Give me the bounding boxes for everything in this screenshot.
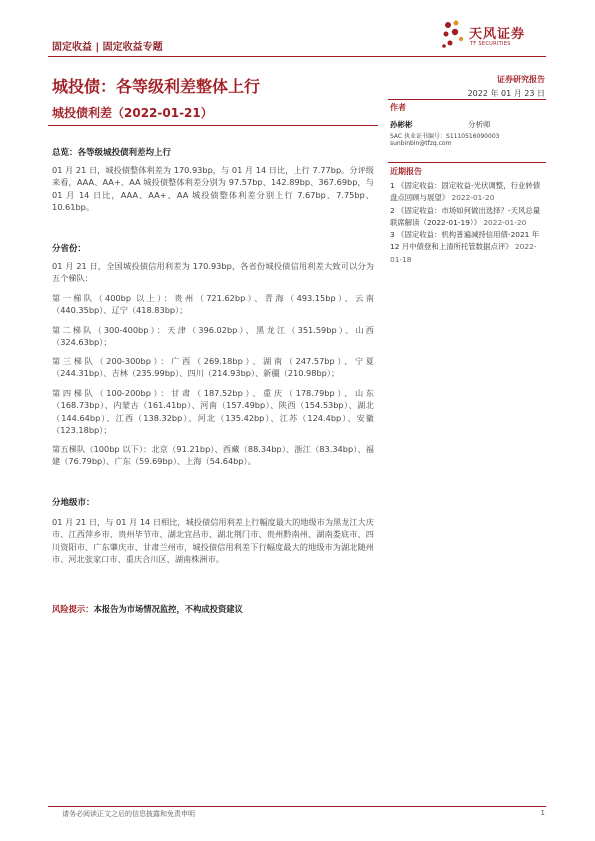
recent-report-date: 2022-01-18 bbox=[390, 242, 537, 264]
province-tier-3: 第三梯队（200-300bp）：广西（269.18bp）、湖南（247.57bp）、宁夏（244.31bp）、吉林（235.99bp）、四川（214.93bp）、新疆（210.98bp）； bbox=[52, 356, 374, 379]
logo-dot-7 bbox=[442, 44, 446, 48]
report-title: 城投债：各等级利差整体上行 bbox=[52, 77, 261, 96]
recent-reports-list bbox=[390, 180, 546, 266]
recent-report-title[interactable]: 1 《固定收益：固定收益-光伏调整，行业转债盘点回顾与展望》 bbox=[390, 181, 541, 203]
logo-dot-2 bbox=[454, 21, 459, 26]
header-category: 固定收益 | 固定收益专题 bbox=[52, 42, 163, 53]
overview-paragraph: 01 月 21 日，城投债整体利差为 170.93bp，与 01 月 14 日比，上行 7.77bp。分评级来看，AAA、AA+、AA 城投债整体利差分别为 97.57bp、142.89bp、367.69bp，与 01 月 14 日比，AAA、AA+、AA 城投债整体利差分别上行 7.67bp、7.75bp、10.61bp。 bbox=[52, 165, 374, 213]
recent-heading: 近期报告 bbox=[390, 167, 422, 176]
main-divider bbox=[48, 125, 378, 126]
province-intro: 01 月 21 日，全国城投债信用利差为 170.93bp，各省份城投债信用利差大致可以分为五个梯队： bbox=[52, 261, 374, 284]
recent-report-item[interactable] bbox=[390, 229, 546, 266]
header-divider bbox=[48, 56, 546, 57]
risk-label: 风险提示： bbox=[52, 604, 94, 614]
province-tier-4: 第四梯队（100-200bp）：甘肃（187.52bp）、重庆（178.79bp）、山东（168.73bp）、内蒙古（161.41bp）、河南（157.49bp）、陕西（154.53bp）、湖北（144.64bp）、江西（138.32bp）、河北（135.42bp）、江苏（124.4bp）、安徽（123.18bp）； bbox=[52, 388, 374, 436]
risk-text: 本报告为市场情况监控，不构成投资建议 bbox=[93, 604, 243, 614]
recent-report-date: 2022-01-20 bbox=[451, 193, 495, 203]
city-heading: 分地级市： bbox=[52, 498, 95, 508]
logo-dot-1 bbox=[445, 22, 451, 28]
author-role: 分析师 bbox=[468, 120, 491, 129]
report-date: 2022 年 01 月 23 日 bbox=[467, 89, 545, 98]
recent-report-date: 2022-01-20 bbox=[483, 217, 527, 227]
risk-warning bbox=[52, 603, 243, 615]
author-name: 孙彬彬 bbox=[390, 120, 413, 129]
page-number: 1 bbox=[540, 809, 545, 817]
city-paragraph: 01 月 21 日，与 01 月 14 日相比，城投债信用利差上行幅度最大的地级市为黑龙江大庆市、江西萍乡市、贵州毕节市、湖北宜昌市、湖北荆门市、贵州黔南州、湖南娄底市、四川资阳市、广东肇庆市、甘肃兰州市，城投债信用利差下行幅度最大的地级市为湖北随州市、河北张家口市、重庆合川区、湖南株洲市。 bbox=[52, 517, 374, 565]
province-tier-2: 第二梯队（300-400bp）：天津（396.02bp）、黑龙江（351.59bp）、山西（324.63bp）； bbox=[52, 325, 374, 348]
overview-heading: 总览：各等级城投债利差均上行 bbox=[52, 148, 172, 158]
report-type: 证券研究报告 bbox=[497, 75, 545, 84]
recent-report-title[interactable]: 2 《固定收益：市场如何做出选择？-天风总量联席解读（2022-01-19）》 bbox=[390, 205, 541, 227]
province-tier-5: 第五梯队（100bp 以下）：北京（91.21bp）、西藏（88.34bp）、浙江（83.34bp）、福建（76.79bp）、广东（59.69bp）、上海（54.64bp）。 bbox=[52, 444, 374, 467]
province-tier-1: 第一梯队（400bp 以上）：贵州（721.62bp）、青海（493.15bp）、云南（440.35bp）、辽宁（418.83bp）； bbox=[52, 293, 374, 316]
author-divider bbox=[388, 99, 546, 100]
logo-text: 天风证券 bbox=[469, 27, 526, 42]
recent-divider bbox=[388, 162, 546, 163]
author-heading: 作者 bbox=[390, 103, 406, 112]
recent-report-item[interactable] bbox=[390, 205, 546, 230]
author-cert: SAC 执业证书编号：S1110516090003 bbox=[390, 133, 500, 140]
logo-dot-6 bbox=[459, 37, 463, 41]
logo-dot-5 bbox=[448, 41, 453, 46]
logo-dot-3 bbox=[444, 32, 449, 37]
recent-report-item[interactable] bbox=[390, 180, 546, 205]
province-heading: 分省份： bbox=[52, 244, 87, 254]
report-subtitle: 城投债利差（2022-01-21） bbox=[52, 106, 213, 120]
logo-dot-4 bbox=[452, 29, 458, 35]
logo-subtext: TF SECURITIES bbox=[470, 41, 511, 47]
footer-divider bbox=[48, 806, 546, 807]
author-email[interactable]: sunbinbin@tfzq.com bbox=[390, 140, 452, 147]
footer-disclaimer: 请务必阅读正文之后的信息披露和免责申明 bbox=[62, 810, 195, 818]
recent-report-title[interactable]: 3 《固定收益：机构普遍减持信用债-2021 年 12 月中债登和上清所托管数据点评》 bbox=[390, 230, 540, 252]
